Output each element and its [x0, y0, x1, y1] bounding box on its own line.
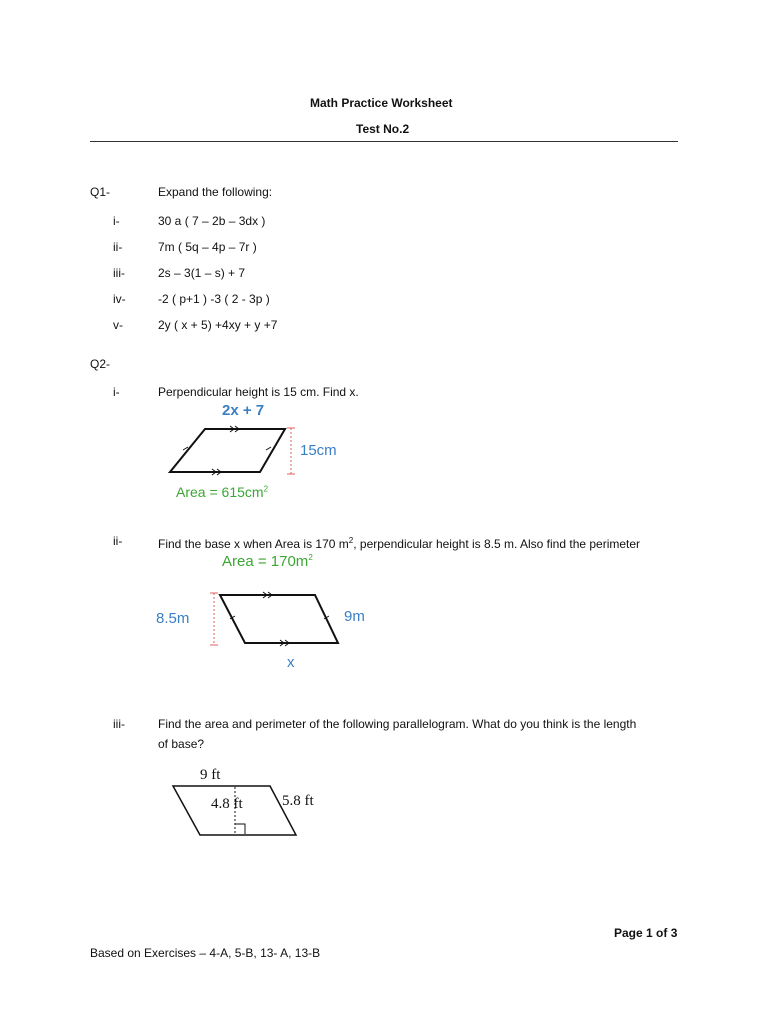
page-title: Math Practice Worksheet: [310, 96, 453, 110]
q2-item-number: ii-: [113, 534, 123, 548]
figure2-base-label: x: [287, 654, 295, 671]
q1-item-expression: 2y ( x + 5) +4xy + y +7: [158, 318, 278, 332]
exercise-reference: Based on Exercises – 4-A, 5-B, 13- A, 13-B: [90, 946, 321, 960]
page-current: 1: [646, 926, 653, 940]
q1-label: Q1-: [90, 185, 111, 199]
figure1-area-text: Area = 615cm: [176, 484, 264, 500]
q2-ii-text-after: , perpendicular height is 8.5 m. Also find the perimeter: [353, 537, 641, 551]
q2-ii-text-before: Find the base x when Area is 170 m: [158, 537, 349, 551]
figure1-top-label: 2x + 7: [222, 402, 265, 419]
q1-item-expression: 30 a ( 7 – 2b – 3dx ): [158, 214, 266, 228]
figure3-top-label: 9 ft: [200, 767, 221, 783]
page-total: 3: [670, 926, 678, 940]
q2-item-number: iii-: [113, 717, 125, 731]
page-subtitle: Test No.2: [356, 122, 410, 136]
figure2-area-text: Area = 170m: [222, 553, 309, 570]
figure2-area-sup: 2: [308, 553, 313, 562]
q1-item-number: ii-: [113, 240, 123, 254]
q1-item-number: iv-: [113, 292, 126, 306]
figure1-side-label: 15cm: [300, 442, 337, 459]
page-number: [614, 926, 677, 940]
q2-label: Q2-: [90, 357, 111, 371]
q1-item-expression: 7m ( 5q – 4p – 7r ): [158, 240, 257, 254]
header-rule: [90, 141, 678, 142]
figure3-side-label: 5.8 ft: [282, 793, 314, 809]
q1-item-number: iii-: [113, 266, 125, 280]
q1-item-number: v-: [113, 318, 123, 332]
q1-instruction: Expand the following:: [158, 185, 273, 199]
q2-item-text: Perpendicular height is 15 cm. Find x.: [158, 385, 359, 399]
page-prefix: Page: [614, 926, 647, 940]
q1-item-number: i-: [113, 214, 120, 228]
q2-item-text: [158, 534, 640, 551]
figure1-area-label: [176, 484, 268, 500]
page-mid: of: [652, 926, 671, 940]
q1-item-expression: -2 ( p+1 ) -3 ( 2 - 3p ): [158, 292, 270, 306]
figure2-side-label: 9m: [344, 608, 365, 625]
q2-item-text-line2: of base?: [158, 737, 205, 751]
q1-item-expression: 2s – 3(1 – s) + 7: [158, 266, 246, 280]
q2-ii-text-sup: 2: [348, 536, 354, 545]
figure3-height-label: 4.8 ft: [211, 796, 243, 812]
q2-item-number: i-: [113, 385, 120, 399]
figure1-area-sup: 2: [263, 484, 269, 494]
figure2-area-label: [222, 553, 313, 570]
figure2-height-label: 8.5m: [156, 610, 190, 627]
q2-item-text-line1: Find the area and perimeter of the following parallelogram. What do you think is the length: [158, 717, 637, 731]
